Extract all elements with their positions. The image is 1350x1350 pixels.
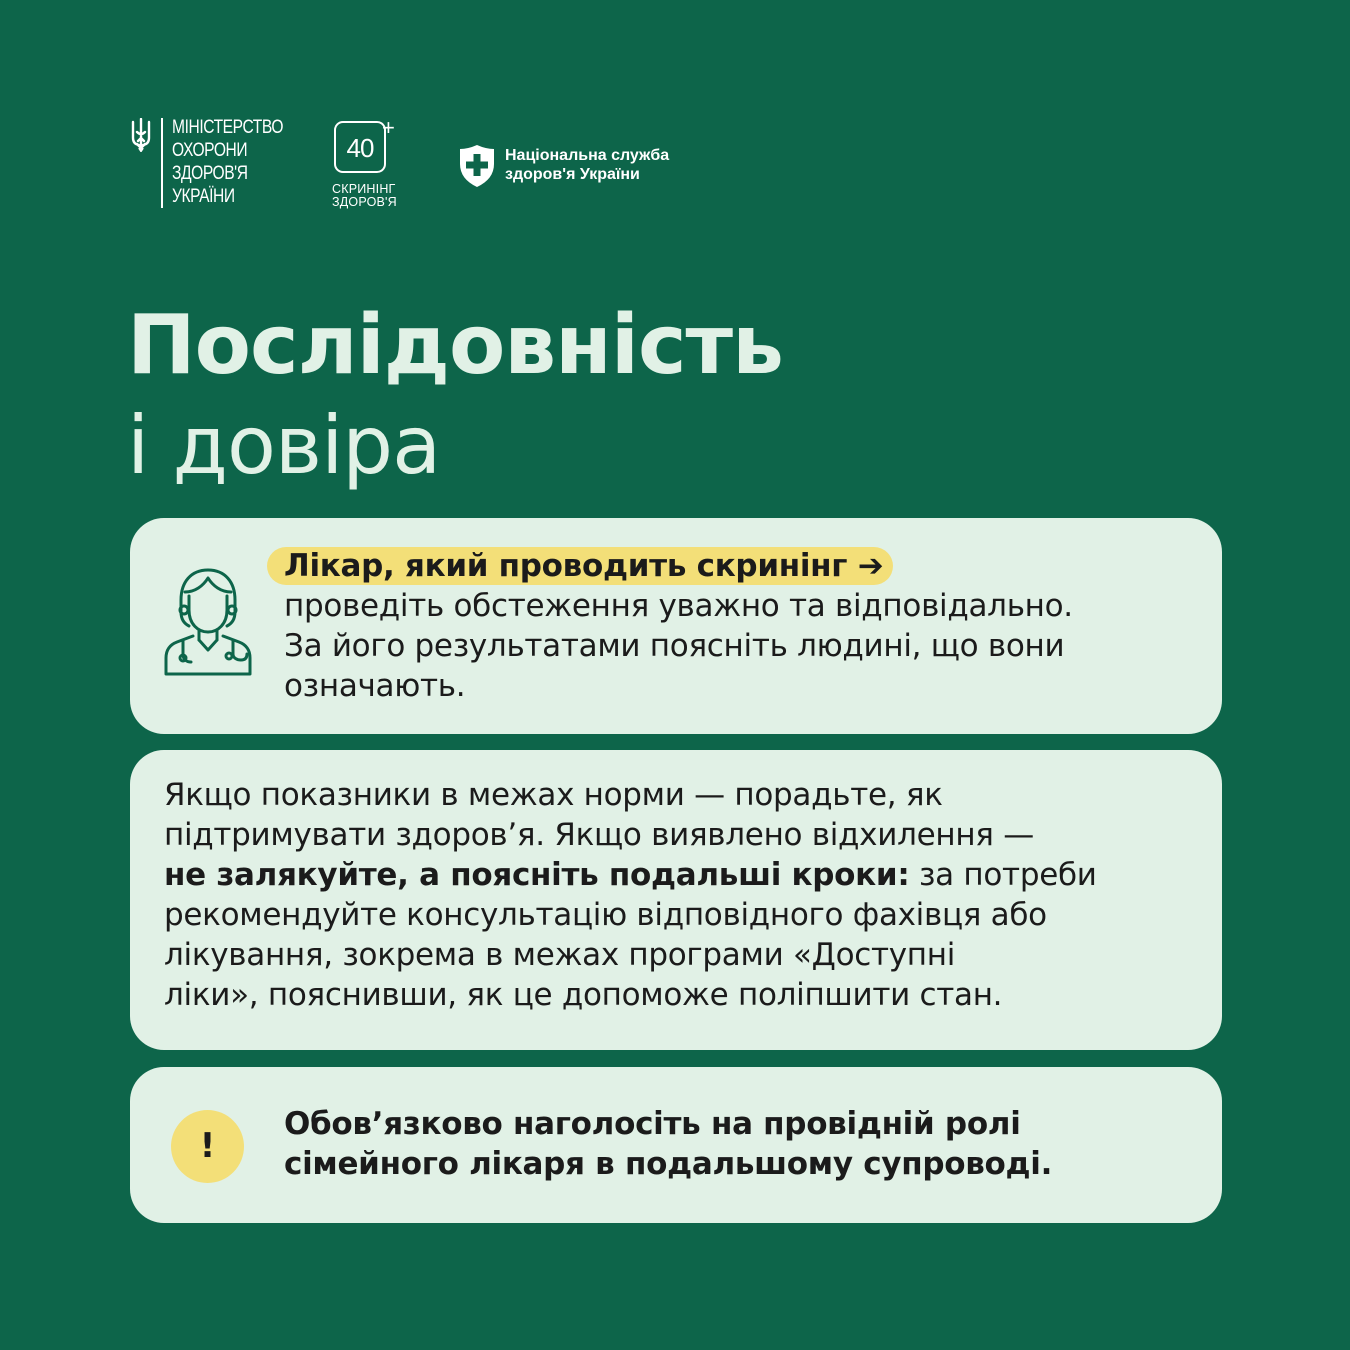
warning-line: Обов’язково наголосіть на провідній ролі: [284, 1106, 1021, 1142]
page-title: Послідовність: [127, 298, 783, 393]
trident-icon: [130, 118, 152, 152]
page-subtitle: і довіра: [127, 399, 441, 492]
screening-caption: [332, 183, 422, 209]
doctor-card-text: [284, 546, 1204, 706]
guidance-card-text: [164, 775, 1204, 1015]
guidance-rest: за потреби: [909, 857, 1097, 893]
guidance-bold: не залякуйте, а поясніть подальші кроки:: [164, 857, 910, 893]
screening-plus: +: [382, 115, 395, 140]
info-card-warning: [130, 1067, 1222, 1223]
doctor-icon: [163, 566, 253, 678]
ministry-line: ЗДОРОВ'Я: [172, 163, 248, 184]
doctor-card-line: проведіть обстеження уважно та відповідально.: [284, 588, 1073, 624]
doctor-card-line: означають.: [284, 668, 466, 704]
guidance-line: Якщо показники в межах норми — порадьте, як: [164, 777, 943, 813]
ministry-line: УКРАЇНИ: [172, 186, 235, 207]
warning-line: сімейного лікаря в подальшому супроводі.: [284, 1146, 1053, 1182]
screening-badge: 40: [334, 121, 386, 173]
ministry-logo: [130, 118, 290, 213]
guidance-line: [164, 855, 1204, 895]
ministry-line: МІНІСТЕРСТВО: [172, 117, 284, 138]
ministry-divider: [161, 118, 163, 208]
info-card-guidance: [130, 750, 1222, 1050]
guidance-line: лікування, зокрема в межах програми «Доступні: [164, 937, 956, 973]
shield-cross-icon: [458, 144, 496, 188]
doctor-highlight: Лікар, який проводить скринінг ➔: [267, 547, 893, 585]
guidance-line: рекомендуйте консультацію відповідного фахівця або: [164, 897, 1047, 933]
screening-logo: [332, 115, 412, 216]
screening-caption-line: ЗДОРОВ'Я: [332, 195, 397, 209]
info-card-doctor: [130, 518, 1222, 734]
ministry-line: ОХОРОНИ: [172, 140, 248, 161]
guidance-line: ліки», пояснивши, як це допоможе поліпшити стан.: [164, 977, 1003, 1013]
ministry-name: [172, 116, 283, 208]
nszu-name: [505, 146, 669, 184]
exclamation-icon: !: [171, 1110, 244, 1183]
screening-caption-line: СКРИНІНГ: [332, 182, 396, 196]
nszu-line: здоров'я України: [505, 166, 640, 183]
nszu-logo: [458, 144, 698, 192]
warning-card-text: [284, 1104, 1204, 1184]
nszu-line: Національна служба: [505, 147, 670, 164]
guidance-line: підтримувати здоров’я. Якщо виявлено відхилення —: [164, 817, 1034, 853]
doctor-card-line: За його результатами поясніть людині, що вони: [284, 628, 1065, 664]
